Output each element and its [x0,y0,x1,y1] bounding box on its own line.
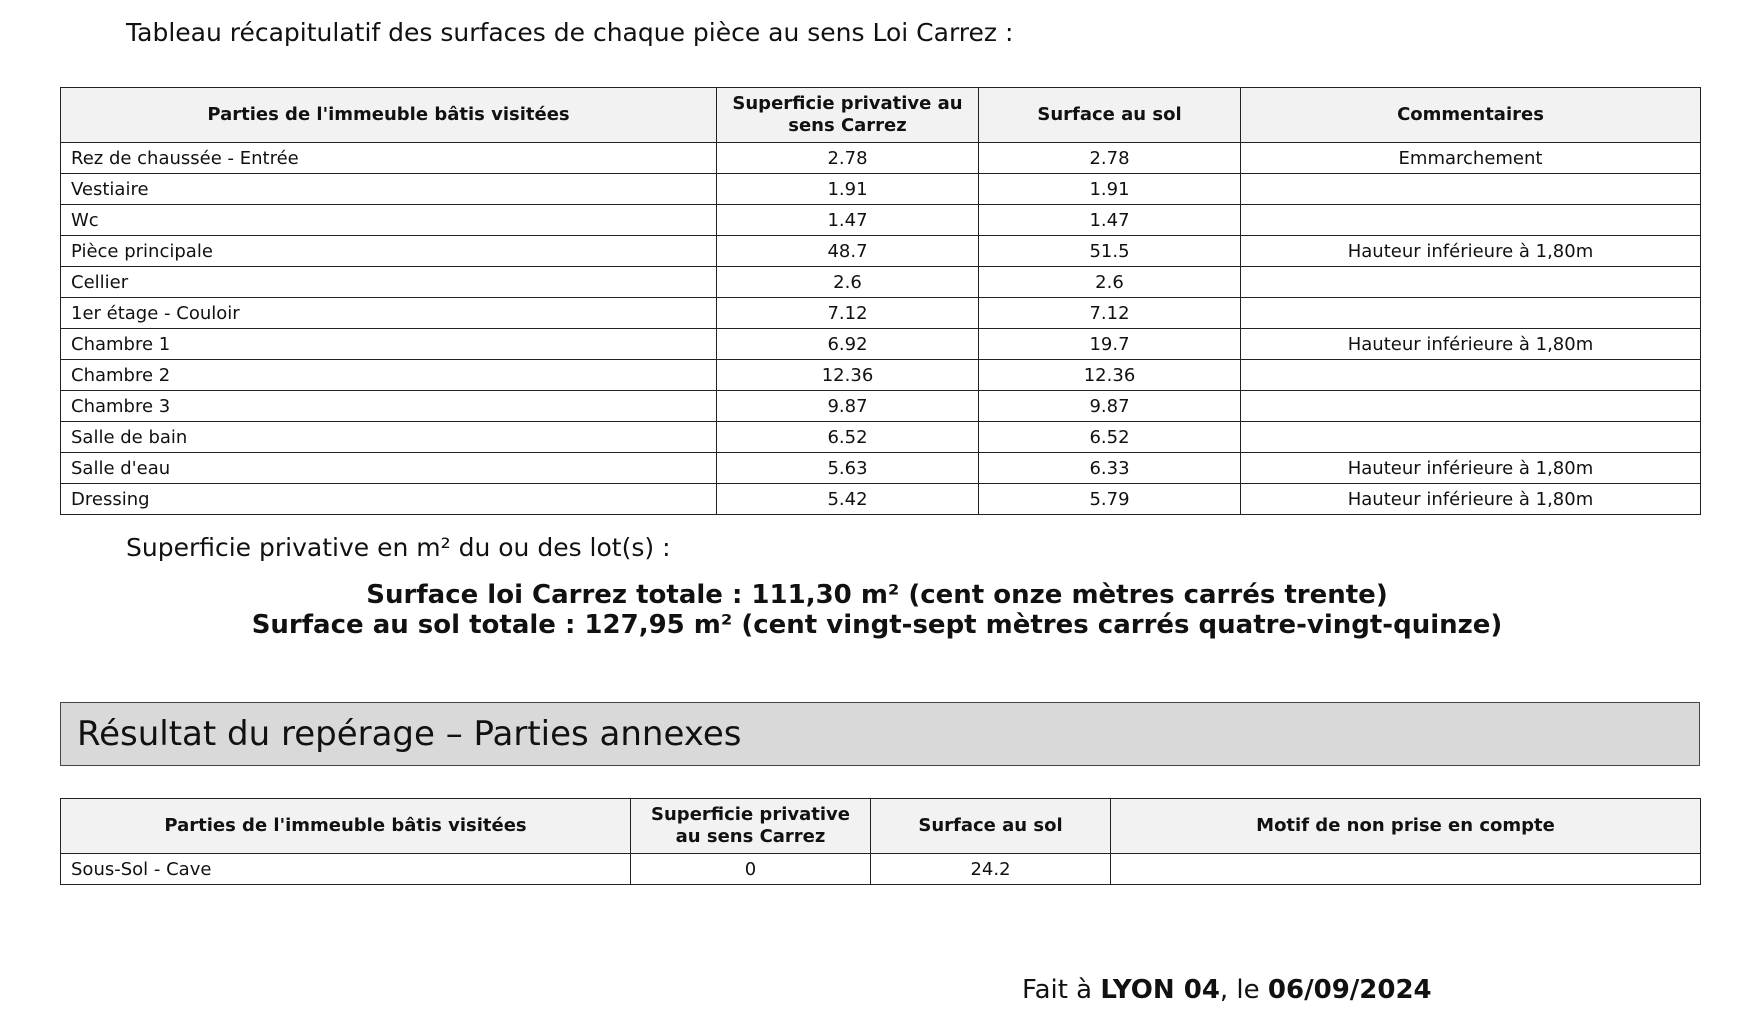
table-row [61,422,1701,453]
table-row [61,484,1701,515]
table-row [61,854,1701,885]
table-header-row [61,88,1701,143]
cell-partie: Wc [61,205,717,236]
cell-commentaire: Hauteur inférieure à 1,80m [1241,484,1701,515]
table-row [61,174,1701,205]
cell-surface-sol: 51.5 [979,236,1241,267]
table-row [61,360,1701,391]
column-header-surface-sol: Surface au sol [871,799,1111,854]
cell-surface-sol: 1.47 [979,205,1241,236]
table-header-row [61,799,1701,854]
cell-commentaire: Hauteur inférieure à 1,80m [1241,453,1701,484]
cell-commentaire [1241,205,1701,236]
cell-superficie-carrez: 48.7 [717,236,979,267]
cell-commentaire [1241,298,1701,329]
cell-partie: Vestiaire [61,174,717,205]
table-row [61,236,1701,267]
cell-superficie-carrez: 5.42 [717,484,979,515]
cell-surface-sol: 9.87 [979,391,1241,422]
signature-middle: , le [1219,975,1268,1005]
cell-superficie-carrez: 9.87 [717,391,979,422]
cell-commentaire [1241,391,1701,422]
table-row [61,143,1701,174]
cell-superficie-carrez: 2.78 [717,143,979,174]
cell-surface-sol: 6.52 [979,422,1241,453]
cell-commentaire [1241,267,1701,298]
total-surface-sol: Surface au sol totale : 127,95 m² (cent vingt-sept mètres carrés quatre-vingt-quinze) [251,610,1503,640]
column-header-parties: Parties de l'immeuble bâtis visitées [61,799,631,854]
cell-commentaire [1241,360,1701,391]
cell-superficie-carrez: 1.91 [717,174,979,205]
cell-commentaire: Emmarchement [1241,143,1701,174]
cell-partie: Chambre 3 [61,391,717,422]
annex-section-title: Résultat du repérage – Parties annexes [60,702,1700,766]
cell-surface-sol: 7.12 [979,298,1241,329]
signature-line [1022,975,1432,1005]
cell-superficie-carrez: 0 [631,854,871,885]
cell-commentaire [1241,422,1701,453]
column-header-superficie-carrez: Superficie privative au sens Carrez [717,88,979,143]
total-carrez: Surface loi Carrez totale : 111,30 m² (cent onze mètres carrés trente) [366,580,1388,610]
cell-commentaire: Hauteur inférieure à 1,80m [1241,236,1701,267]
cell-partie: Rez de chaussée - Entrée [61,143,717,174]
cell-superficie-carrez: 6.52 [717,422,979,453]
table-row [61,267,1701,298]
cell-superficie-carrez: 12.36 [717,360,979,391]
column-header-superficie-carrez: Superficie privative au sens Carrez [631,799,871,854]
cell-partie: Cellier [61,267,717,298]
cell-superficie-carrez: 7.12 [717,298,979,329]
cell-partie: Chambre 2 [61,360,717,391]
table-row [61,329,1701,360]
column-header-parties: Parties de l'immeuble bâtis visitées [61,88,717,143]
cell-commentaire [1241,174,1701,205]
cell-commentaire: Hauteur inférieure à 1,80m [1241,329,1701,360]
cell-surface-sol: 6.33 [979,453,1241,484]
table-row [61,205,1701,236]
column-header-commentaires: Commentaires [1241,88,1701,143]
table-row [61,298,1701,329]
cell-surface-sol: 2.6 [979,267,1241,298]
column-header-motif: Motif de non prise en compte [1111,799,1701,854]
cell-partie: Dressing [61,484,717,515]
totals-block [0,580,1754,640]
cell-superficie-carrez: 5.63 [717,453,979,484]
cell-partie: Chambre 1 [61,329,717,360]
table-row [61,453,1701,484]
signature-city: LYON 04 [1100,975,1220,1005]
cell-surface-sol: 1.91 [979,174,1241,205]
intro-text: Tableau récapitulatif des surfaces de chaque pièce au sens Loi Carrez : [126,18,1014,47]
column-header-surface-sol: Surface au sol [979,88,1241,143]
cell-partie: 1er étage - Couloir [61,298,717,329]
cell-superficie-carrez: 1.47 [717,205,979,236]
signature-prefix: Fait à [1022,975,1101,1005]
lot-surface-label: Superficie privative en m² du ou des lot(s) : [126,533,671,562]
cell-superficie-carrez: 6.92 [717,329,979,360]
cell-commentaire [1111,854,1701,885]
cell-surface-sol: 12.36 [979,360,1241,391]
cell-surface-sol: 24.2 [871,854,1111,885]
annex-surface-table [60,798,1701,885]
carrez-surface-table [60,87,1701,515]
cell-surface-sol: 5.79 [979,484,1241,515]
signature-date: 06/09/2024 [1267,975,1432,1005]
cell-surface-sol: 19.7 [979,329,1241,360]
cell-superficie-carrez: 2.6 [717,267,979,298]
table-row [61,391,1701,422]
cell-partie: Sous-Sol - Cave [61,854,631,885]
cell-partie: Pièce principale [61,236,717,267]
cell-partie: Salle d'eau [61,453,717,484]
cell-partie: Salle de bain [61,422,717,453]
cell-surface-sol: 2.78 [979,143,1241,174]
